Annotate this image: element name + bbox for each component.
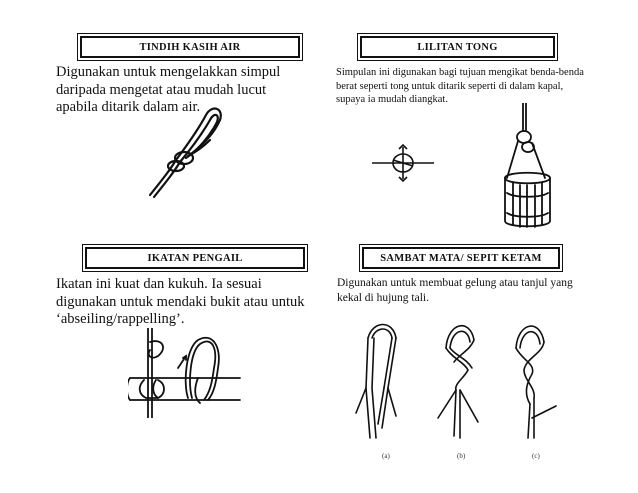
section-description-tindih-kasih-air: Digunakan untuk mengelakkan simpul daripada mengetat atau mudah lucut apabila ditarik dalam air.	[56, 64, 281, 116]
section-description-ikatan-pengail: Ikatan ini kuat dan kukuh. Ia sesuai digunakan untuk mendaki bukit atau untuk ‘abseiling/rappelling’.	[56, 276, 305, 328]
caption-b: (b)	[457, 452, 466, 460]
section-description-sambat-mata: Digunakan untuk membuat gelung atau tanjul yang kekal di hujung tali.	[337, 277, 573, 304]
section-title-ikatan-pengail	[85, 247, 305, 269]
section-title-text: IKATAN PENGAIL	[147, 252, 243, 264]
caption-c: (c)	[532, 452, 540, 460]
section-description-lilitan-tong: Simpulan ini digunakan bagi tujuan mengikat benda-benda berat seperti tong untuk ditarik seperti di dalam kapal, supaya ia mudah diangkat.	[336, 67, 584, 106]
eye-splice-illustration-b	[428, 318, 498, 443]
barrel-hitch-small-icon	[370, 143, 440, 183]
caption-a: (a)	[382, 452, 390, 460]
section-title-text: SAMBAT MATA/ SEPIT KETAM	[380, 252, 542, 264]
section-title-text: TINDIH KASIH AIR	[139, 41, 241, 53]
eye-splice-illustration-c	[502, 318, 572, 443]
section-title-sambat-mata	[362, 247, 560, 269]
pole-hitch-illustration	[128, 328, 243, 418]
section-title-tindih-kasih-air	[80, 36, 300, 58]
section-title-text: LILITAN TONG	[417, 41, 498, 53]
knot-loop-illustration	[140, 100, 240, 200]
section-title-lilitan-tong	[360, 36, 555, 58]
barrel-hitch-illustration	[495, 103, 560, 228]
eye-splice-illustration-a	[348, 318, 418, 443]
